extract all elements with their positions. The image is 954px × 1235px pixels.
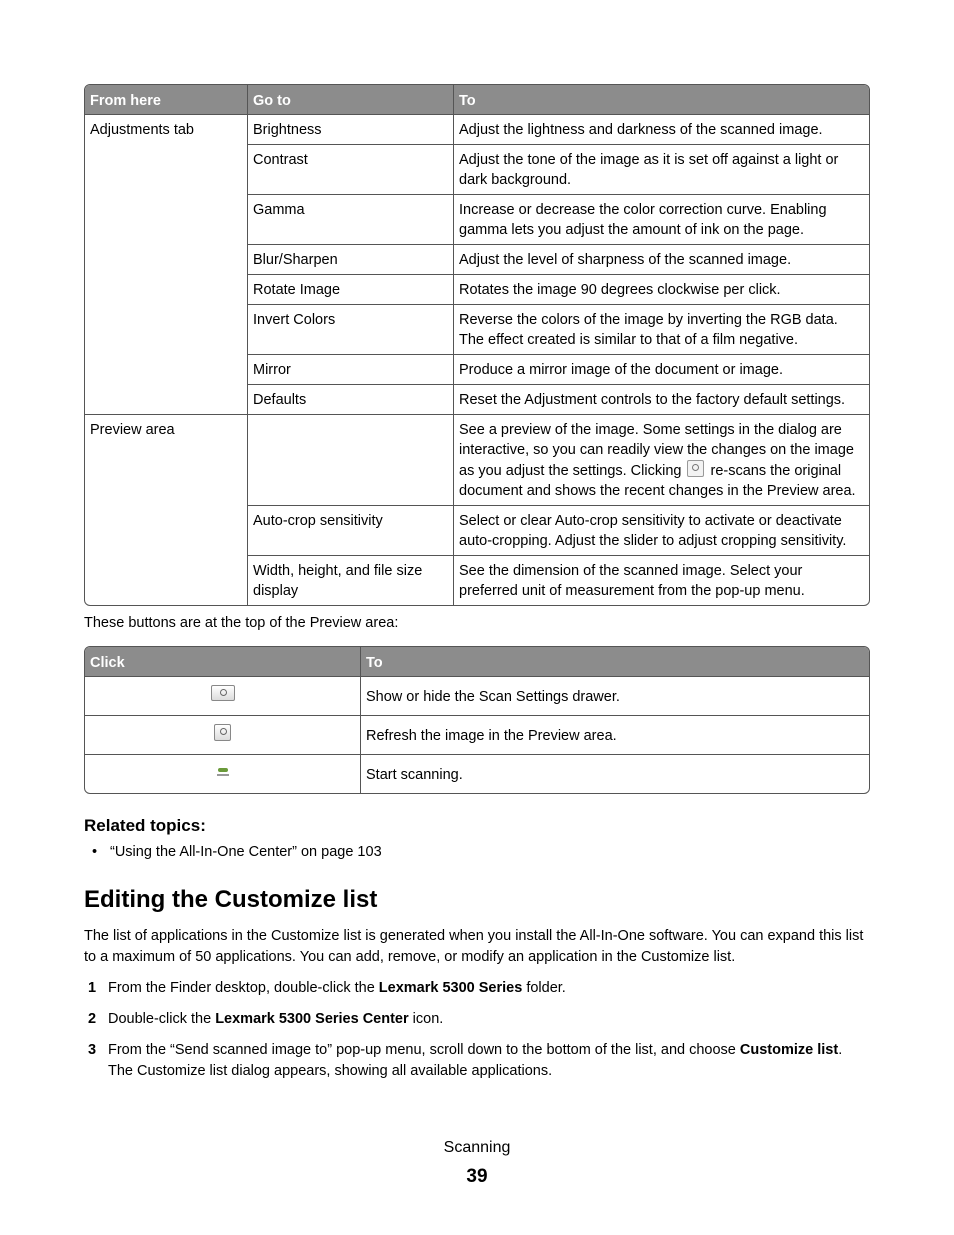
step-number: 2 bbox=[88, 1011, 97, 1027]
to-cell: See the dimension of the scanned image. Select your preferred unit of measurement from the pop-up menu. bbox=[459, 563, 805, 599]
goto-cell: Blur/Sharpen bbox=[248, 245, 454, 275]
click-cell bbox=[85, 677, 361, 716]
table-row bbox=[85, 415, 869, 506]
steps-list bbox=[84, 978, 870, 1082]
click-cell bbox=[85, 716, 361, 755]
buttons-table bbox=[84, 646, 870, 794]
related-topic-link[interactable]: • “Using the All-In-One Center” on page 103 bbox=[110, 842, 870, 862]
goto-cell bbox=[248, 415, 454, 506]
preview-icon bbox=[214, 724, 231, 741]
preview-text-after: re-scans the original document and shows the recent changes in the Preview area. bbox=[459, 463, 856, 499]
to-cell: Select or clear Auto-crop sensitivity to activate or deactivate auto-cropping. Adjust the slider to adjust cropping sensitivity. bbox=[454, 506, 869, 556]
goto-cell: Contrast bbox=[248, 145, 454, 195]
preview-icon bbox=[687, 460, 704, 477]
to-cell: Show or hide the Scan Settings drawer. bbox=[361, 677, 869, 716]
step-item bbox=[84, 978, 870, 999]
goto-cell: Mirror bbox=[248, 355, 454, 385]
goto-cell: Defaults bbox=[248, 385, 454, 415]
table-row bbox=[85, 677, 869, 716]
table-row bbox=[85, 115, 869, 145]
click-cell bbox=[85, 755, 361, 793]
section-title: Editing the Customize list bbox=[84, 886, 378, 913]
related-topics-heading: Related topics: bbox=[84, 816, 206, 835]
related-topics-list bbox=[84, 842, 870, 862]
column-header-click: Click bbox=[85, 647, 361, 677]
column-header-to: To bbox=[454, 85, 869, 115]
to-cell: Start scanning. bbox=[366, 766, 463, 783]
step-item bbox=[84, 1040, 870, 1082]
table-header-row bbox=[85, 647, 869, 677]
column-header-goto: Go to bbox=[248, 85, 454, 115]
page-content bbox=[84, 84, 870, 1092]
to-cell: Reset the Adjustment controls to the factory default settings. bbox=[454, 385, 869, 415]
to-cell: Increase or decrease the color correction curve. Enabling gamma lets you adjust the amount of ink on the page. bbox=[454, 195, 869, 245]
footer-section-name: Scanning bbox=[443, 1139, 511, 1156]
table-header-row bbox=[85, 85, 869, 115]
column-header-to: To bbox=[361, 647, 869, 677]
step-bold: Lexmark 5300 Series Center bbox=[215, 1011, 409, 1027]
step-text: folder. bbox=[522, 980, 566, 996]
goto-cell: Brightness bbox=[248, 115, 454, 145]
table-row bbox=[85, 755, 869, 793]
goto-cell: Rotate Image bbox=[248, 275, 454, 305]
column-header-from: From here bbox=[85, 85, 248, 115]
step-text: icon. bbox=[408, 1011, 444, 1027]
step-item bbox=[84, 1009, 870, 1030]
to-cell: Rotates the image 90 degrees clockwise per click. bbox=[454, 275, 869, 305]
goto-cell: Invert Colors bbox=[248, 305, 454, 355]
to-cell-preview bbox=[454, 415, 869, 506]
table-row bbox=[85, 716, 869, 755]
goto-cell: Width, height, and file size display bbox=[248, 556, 454, 605]
section-paragraph: The list of applications in the Customize list is generated when you install the All-In-One software. You can expand this list to a maximum of 50 applications. You can add, remove, or modify an application in the Customize list. bbox=[84, 928, 864, 965]
to-cell: Adjust the lightness and darkness of the scanned image. bbox=[454, 115, 869, 145]
to-cell: Adjust the tone of the image as it is set off against a light or dark background. bbox=[454, 145, 869, 195]
adjustments-table bbox=[84, 84, 870, 606]
step-text: From the “Send scanned image to” pop-up menu, scroll down to the bottom of the list, and choose bbox=[108, 1042, 740, 1058]
to-cell: Produce a mirror image of the document or image. bbox=[454, 355, 869, 385]
scan-icon bbox=[215, 763, 231, 779]
step-bold: Lexmark 5300 Series bbox=[378, 980, 523, 996]
step-bold: Customize list bbox=[739, 1042, 839, 1058]
step-number: 3 bbox=[88, 1042, 97, 1058]
preview-text-before: See a preview of the image. Some settings in the dialog are interactive, so you can readily view the changes on the image as you adjust the settings. Clicking bbox=[459, 422, 854, 479]
goto-cell: Gamma bbox=[248, 195, 454, 245]
step-text: From the Finder desktop, double-click the bbox=[108, 980, 379, 996]
scan-settings-icon bbox=[211, 685, 235, 701]
buttons-intro: These buttons are at the top of the Preview area: bbox=[84, 615, 399, 631]
to-cell: Reverse the colors of the image by inverting the RGB data. The effect created is similar to that of a film negative. bbox=[454, 305, 869, 355]
goto-cell: Auto-crop sensitivity bbox=[248, 506, 454, 556]
step-text: . The Customize list dialog appears, showing all available applications. bbox=[108, 1042, 843, 1079]
step-text: Double-click the bbox=[108, 1011, 216, 1027]
from-cell-adjustments: Adjustments tab bbox=[85, 115, 248, 415]
from-cell-preview: Preview area bbox=[85, 415, 248, 605]
page-number: 39 bbox=[466, 1166, 488, 1187]
to-cell: Adjust the level of sharpness of the scanned image. bbox=[454, 245, 869, 275]
to-cell: Refresh the image in the Preview area. bbox=[361, 716, 869, 755]
step-number: 1 bbox=[88, 980, 97, 996]
